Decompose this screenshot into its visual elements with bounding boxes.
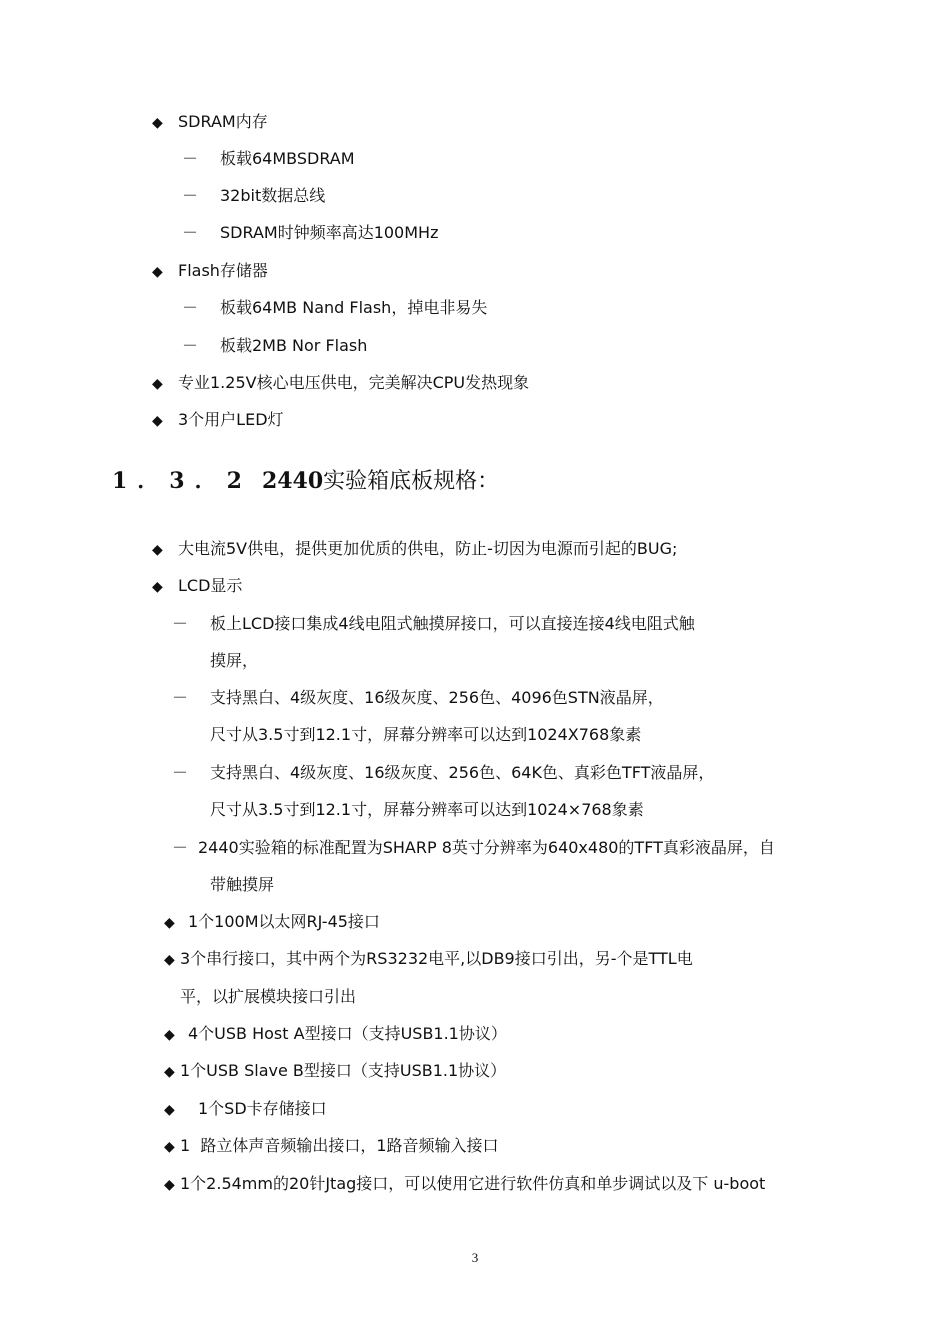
list-item: ◆ 专业1.25V核心电压供电，完美解决CPU发热现象	[152, 372, 529, 394]
list-item: ◆ 1个2.54mm的20针Jtag接口，可以使用它进行软件仿真和单步调试以及下 u-boot	[164, 1173, 765, 1195]
diamond-bullet-icon: ◆	[164, 1102, 175, 1118]
section-title-bold: 2440	[261, 468, 324, 494]
list-item-continuation: 带触摸屏	[210, 875, 275, 894]
list-item: － SDRAM时钟频率高达100MHz	[182, 223, 439, 242]
list-item-continuation: 尺寸从3.5寸到12.1寸，屏幕分辨率可以达到1024X768象素	[210, 725, 642, 744]
list-item: ◆ SDRAM内存	[152, 111, 268, 133]
diamond-bullet-icon: ◆	[152, 542, 163, 558]
section-number: 1．3．2	[112, 468, 252, 494]
list-item: － 板载64MB Nand Flash，掉电非易失	[182, 298, 488, 317]
diamond-bullet-icon: ◆	[164, 915, 175, 931]
list-item: ◆ Flash存储器	[152, 260, 268, 282]
diamond-bullet-icon: ◆	[164, 952, 175, 968]
dash-marker: －	[172, 614, 189, 633]
list-item: ◆ 3个串行接口，其中两个为RS3232电平,以DB9接口引出，另-个是TTL电	[164, 948, 693, 970]
diamond-bullet-icon: ◆	[164, 1139, 175, 1155]
dash-marker: －	[182, 298, 199, 317]
list-item: ◆ 1个USB Slave B型接口（支持USB1.1协议）	[164, 1060, 506, 1082]
page-number: 3	[471, 1250, 479, 1265]
list-item: ◆ 1 路立体声音频输出接口，1路音频输入接口	[164, 1135, 499, 1157]
dash-marker: －	[182, 223, 199, 242]
dash-marker: －	[172, 688, 189, 707]
dash-marker: －	[172, 763, 189, 782]
list-item: ◆ LCD显示	[152, 575, 242, 597]
list-item: － 支持黑白、4级灰度、16级灰度、256色、4096色STN液晶屏，	[172, 688, 664, 707]
dash-marker: －	[182, 336, 199, 355]
diamond-bullet-icon: ◆	[152, 376, 163, 392]
diamond-bullet-icon: ◆	[164, 1027, 175, 1043]
diamond-bullet-icon: ◆	[152, 115, 163, 131]
diamond-bullet-icon: ◆	[152, 579, 163, 595]
list-item-continuation: 尺寸从3.5寸到12.1寸，屏幕分辨率可以达到1024×768象素	[210, 800, 644, 819]
list-item: － 板载2MB Nor Flash	[182, 336, 368, 355]
list-item: － 2440实验箱的标准配置为SHARP 8英寸分辨率为640x480的TFT真彩液晶屏，自	[172, 838, 775, 857]
list-item-continuation: 平，以扩展模块接口引出	[180, 987, 357, 1006]
diamond-bullet-icon: ◆	[152, 413, 163, 429]
diamond-bullet-icon: ◆	[152, 264, 163, 280]
list-item: ◆ 3个用户LED灯	[152, 409, 284, 431]
list-item: ◆ 4个USB Host A型接口（支持USB1.1协议）	[164, 1023, 507, 1045]
dash-marker: －	[172, 838, 189, 857]
dash-marker: －	[182, 186, 199, 205]
list-item: － 板载64MBSDRAM	[182, 149, 355, 168]
list-item: ◆ 1个SD卡存储接口	[164, 1098, 327, 1120]
section-heading	[112, 466, 499, 497]
diamond-bullet-icon: ◆	[164, 1064, 175, 1080]
dash-marker: －	[182, 149, 199, 168]
list-item: ◆ 大电流5V供电，提供更加优质的供电，防止-切因为电源而引起的BUG;	[152, 538, 677, 560]
section-title: 实验箱底板规格：	[323, 469, 500, 494]
diamond-bullet-icon: ◆	[164, 1177, 175, 1193]
list-item-continuation: 摸屏，	[210, 651, 259, 670]
list-item: － 32bit数据总线	[182, 186, 326, 205]
list-item: － 支持黑白、4级灰度、16级灰度、256色、64K色、真彩色TFT液晶屏，	[172, 763, 715, 782]
list-item: ◆ 1个100M以太网RJ-45接口	[164, 911, 380, 933]
list-item: － 板上LCD接口集成4线电阻式触摸屏接口，可以直接连接4线电阻式触	[172, 614, 695, 633]
